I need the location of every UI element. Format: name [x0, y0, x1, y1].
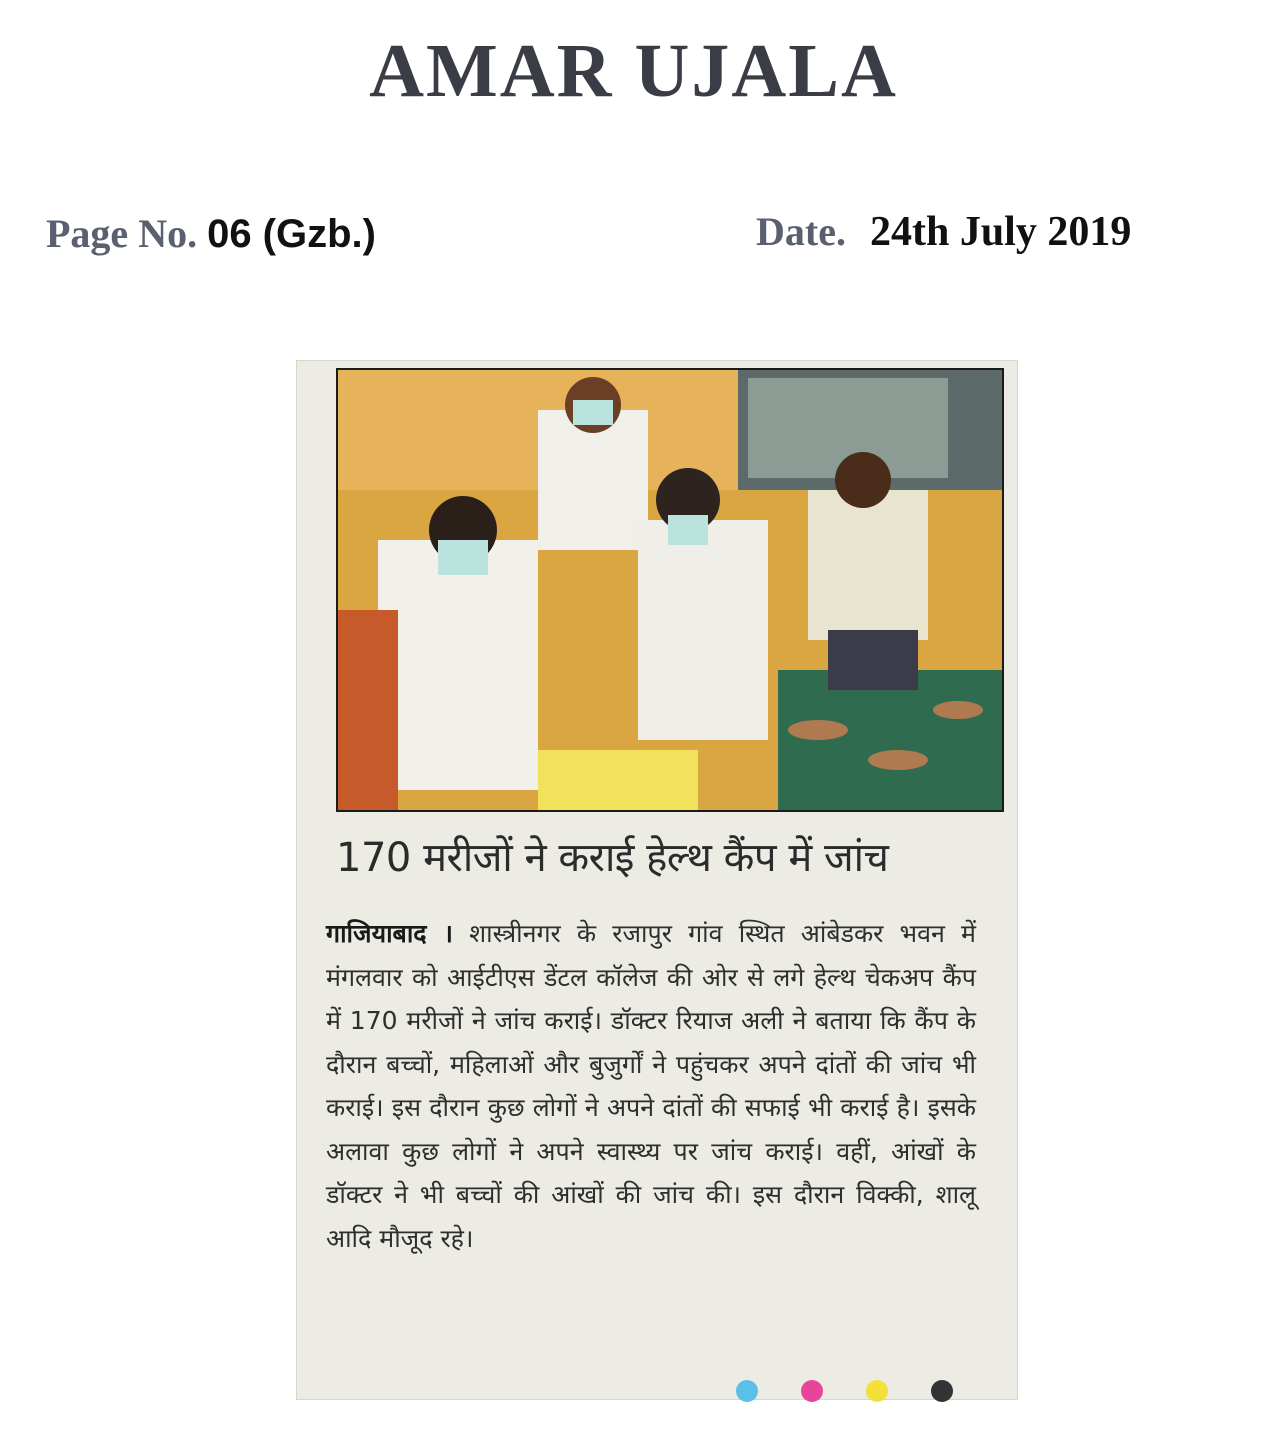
registration-dot-magenta: [801, 1380, 823, 1402]
publication-date: [756, 208, 1131, 256]
page-label: Page No.: [46, 211, 198, 256]
date-value: 24th July 2019: [869, 209, 1132, 255]
article-text: शास्त्रीनगर के रजापुर गांव स्थित आंबेडकर भवन में मंगलवार को आईटीएस डेंटल कॉलेज की ओर से लगे हेल्थ चेकअप कैंप में 170 मरीजों ने जांच कराई। डॉक्टर रियाज अली ने बताया कि कैंप के दौरान बच्चों, महिलाओं और बुजुर्गों ने पहुंचकर अपने दांतों की जांच भी कराई। इस दौरान कुछ लोगों ने अपने दांतों की सफाई भी कराई है। इसके अलावा कुछ लोगों ने अपने स्वास्थ्य पर जांच कराई। वहीं, आंखों के डॉक्टर ने भी बच्चों की आंखों की जांच की। इस दौरान विक्की, शालू आदि मौजूद रहे।: [326, 919, 976, 1253]
article-dateline: गाजियाबाद ।: [326, 919, 453, 948]
article-body: [326, 912, 976, 1260]
registration-marks: [736, 1380, 991, 1406]
page-number: [46, 210, 376, 257]
registration-dot-black: [931, 1380, 953, 1402]
masthead: AMAR UJALA: [369, 29, 898, 113]
newspaper-clipping: [296, 360, 1018, 1400]
article-headline: 170 मरीजों ने कराई हेल्थ कैंप में जांच: [336, 835, 889, 881]
page-value: 06 (Gzb.): [207, 212, 376, 256]
registration-dot-yellow: [866, 1380, 888, 1402]
registration-dot-cyan: [736, 1380, 758, 1402]
article-photo: [336, 368, 1004, 812]
date-label: Date.: [756, 209, 846, 254]
